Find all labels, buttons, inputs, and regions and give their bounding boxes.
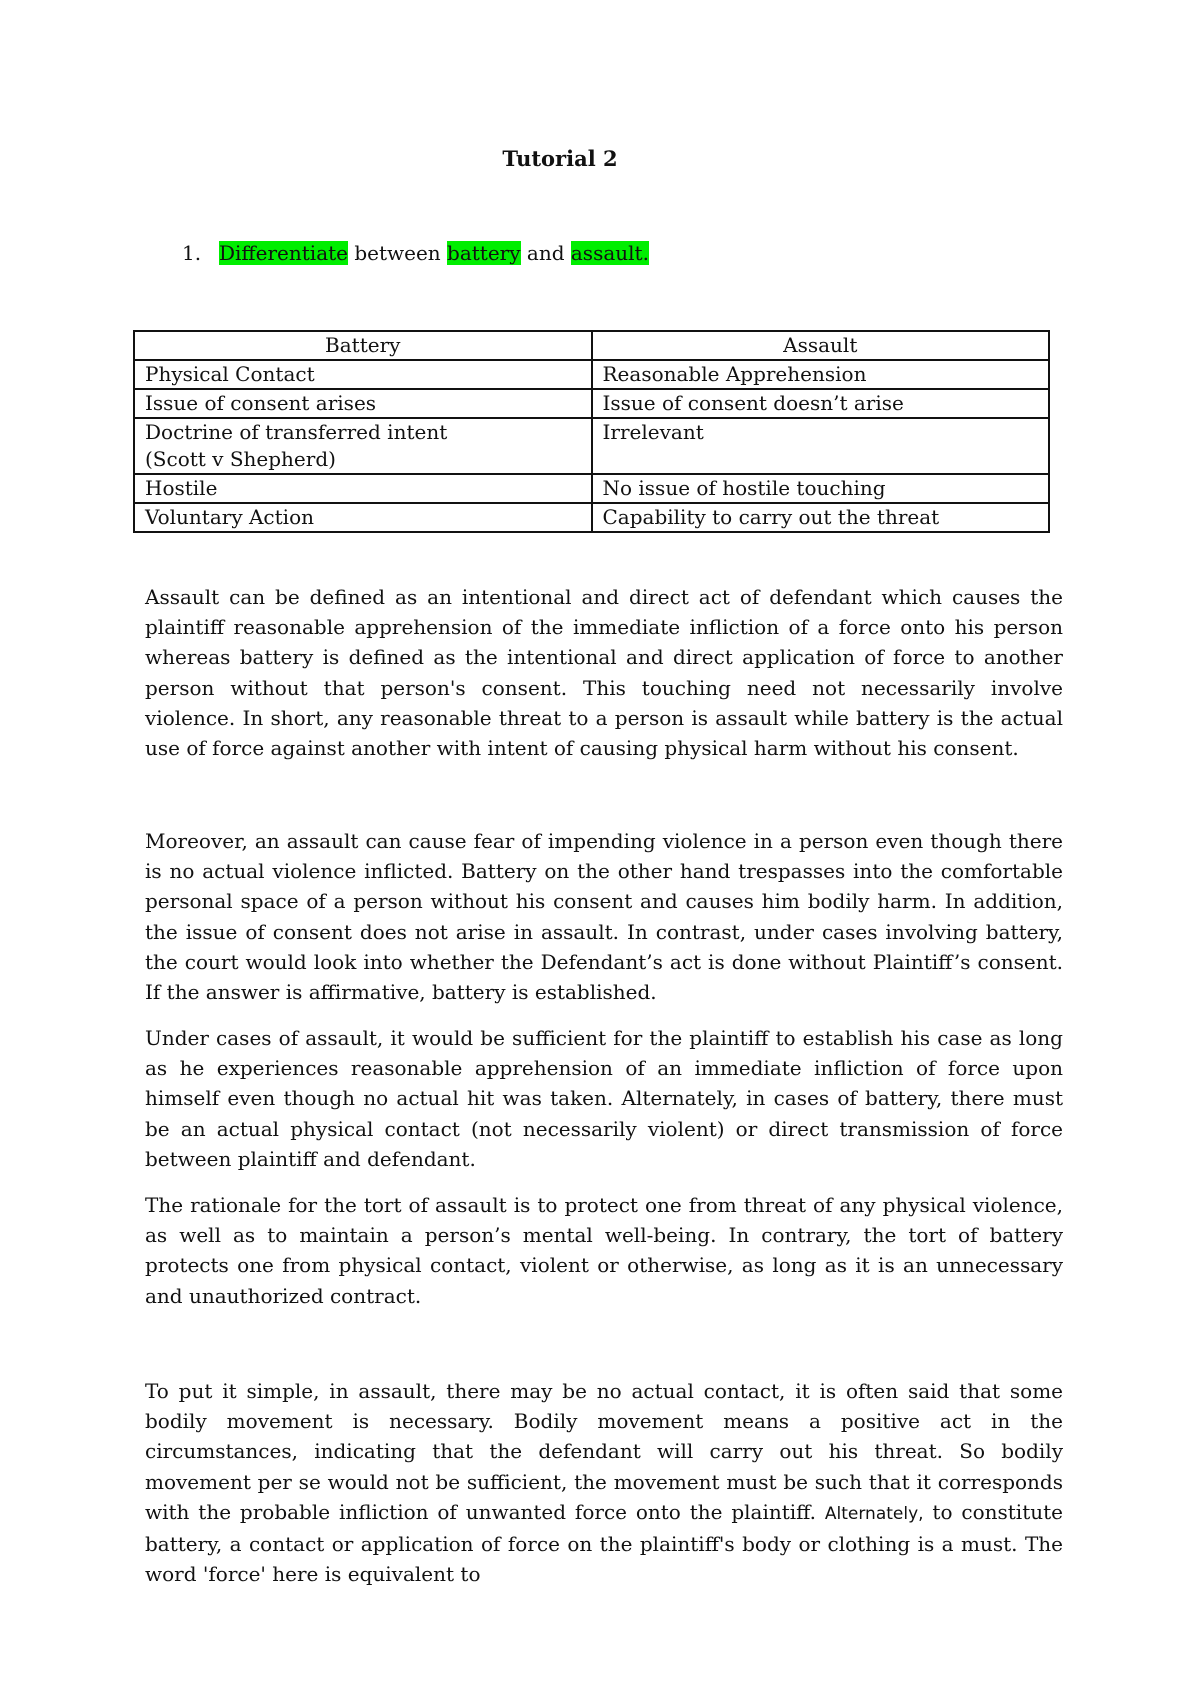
paragraph <box>145 1376 1063 1589</box>
highlighted-word: Differentiate <box>219 241 348 265</box>
page-title: Tutorial 2 <box>502 146 618 171</box>
table-cell: Physical Contact <box>134 360 592 389</box>
table-row <box>134 360 1049 389</box>
highlighted-word: assault. <box>570 241 649 265</box>
table-row <box>134 389 1049 418</box>
paragraph-text: To put it simple, in assault, there may be no actual contact, it is often said that some bodily movement is necessary. Bodily movement means a positive act in the circumstances, indicating that the defendant will carry out his threat. So bodily movement per se would not be sufficient, the movement must be such that it corresponds with the probable infliction of unwanted force onto the plaintiff. <box>145 1379 1063 1524</box>
paragraph-text: to constitute battery, a contact or application of force on the plaintiff's body or clothing is a must. The word 'force' here is equivalent to <box>145 1499 1063 1587</box>
cell-line: (Scott v Shepherd) <box>145 447 336 471</box>
paragraph: Assault can be defined as an intentional and direct act of defendant which causes the plaintiff reasonable apprehension of the immediate infliction of a force onto his person whereas battery is defined as the intentional and direct application of force to another person without that person's consent. This touching need not necessarily involve violence. In short, any reasonable threat to a person is assault while battery is the actual use of force against another with intent of causing physical harm without his consent. <box>145 585 1063 761</box>
paragraph: The rationale for the tort of assault is to protect one from threat of any physical violence, as well as to maintain a person’s mental well-being. In contrary, the tort of battery protects one from physical contact, violent or otherwise, as long as it is an unnecessary and unauthorized contract. <box>145 1193 1063 1308</box>
table-cell: Irrelevant <box>592 418 1050 474</box>
paragraph-word: Alternately, <box>824 1503 924 1524</box>
table-row <box>134 474 1049 503</box>
table-cell: Voluntary Action <box>134 503 592 532</box>
table-header-row <box>134 331 1049 360</box>
table-cell <box>134 418 592 474</box>
highlighted-word: battery <box>447 241 521 265</box>
table-cell: Reasonable Apprehension <box>592 360 1050 389</box>
header-assault: Assault <box>592 331 1050 360</box>
table-row <box>134 418 1049 474</box>
paragraph: Under cases of assault, it would be sufficient for the plaintiff to establish his case as long as he experiences reasonable apprehension of an immediate infliction of force upon himself even though no actual hit was taken. Alternately, in cases of battery, there must be an actual physical contact (not necessarily violent) or direct transmission of force between plaintiff and defendant. <box>145 1026 1063 1171</box>
question-text <box>219 240 649 266</box>
header-battery: Battery <box>134 331 592 360</box>
question-number: 1. <box>182 241 202 265</box>
question-fragment: and <box>520 241 571 265</box>
table-cell: Capability to carry out the threat <box>592 503 1050 532</box>
question-fragment: between <box>347 241 448 265</box>
comparison-table <box>133 330 1050 533</box>
table-cell: No issue of hostile touching <box>592 474 1050 503</box>
paragraph: Moreover, an assault can cause fear of impending violence in a person even though there is no actual violence inflicted. Battery on the other hand trespasses into the comfortable personal space of a person without his consent and causes him bodily harm. In addition, the issue of consent does not arise in assault. In contrast, under cases involving battery, the court would look into whether the Defendant’s act is done without Plaintiff’s consent. If the answer is affirmative, battery is established. <box>145 829 1063 1005</box>
table-cell: Hostile <box>134 474 592 503</box>
cell-line: Doctrine of transferred intent <box>145 420 448 444</box>
table-cell: Issue of consent arises <box>134 389 592 418</box>
table-cell: Issue of consent doesn’t arise <box>592 389 1050 418</box>
table-row <box>134 503 1049 532</box>
